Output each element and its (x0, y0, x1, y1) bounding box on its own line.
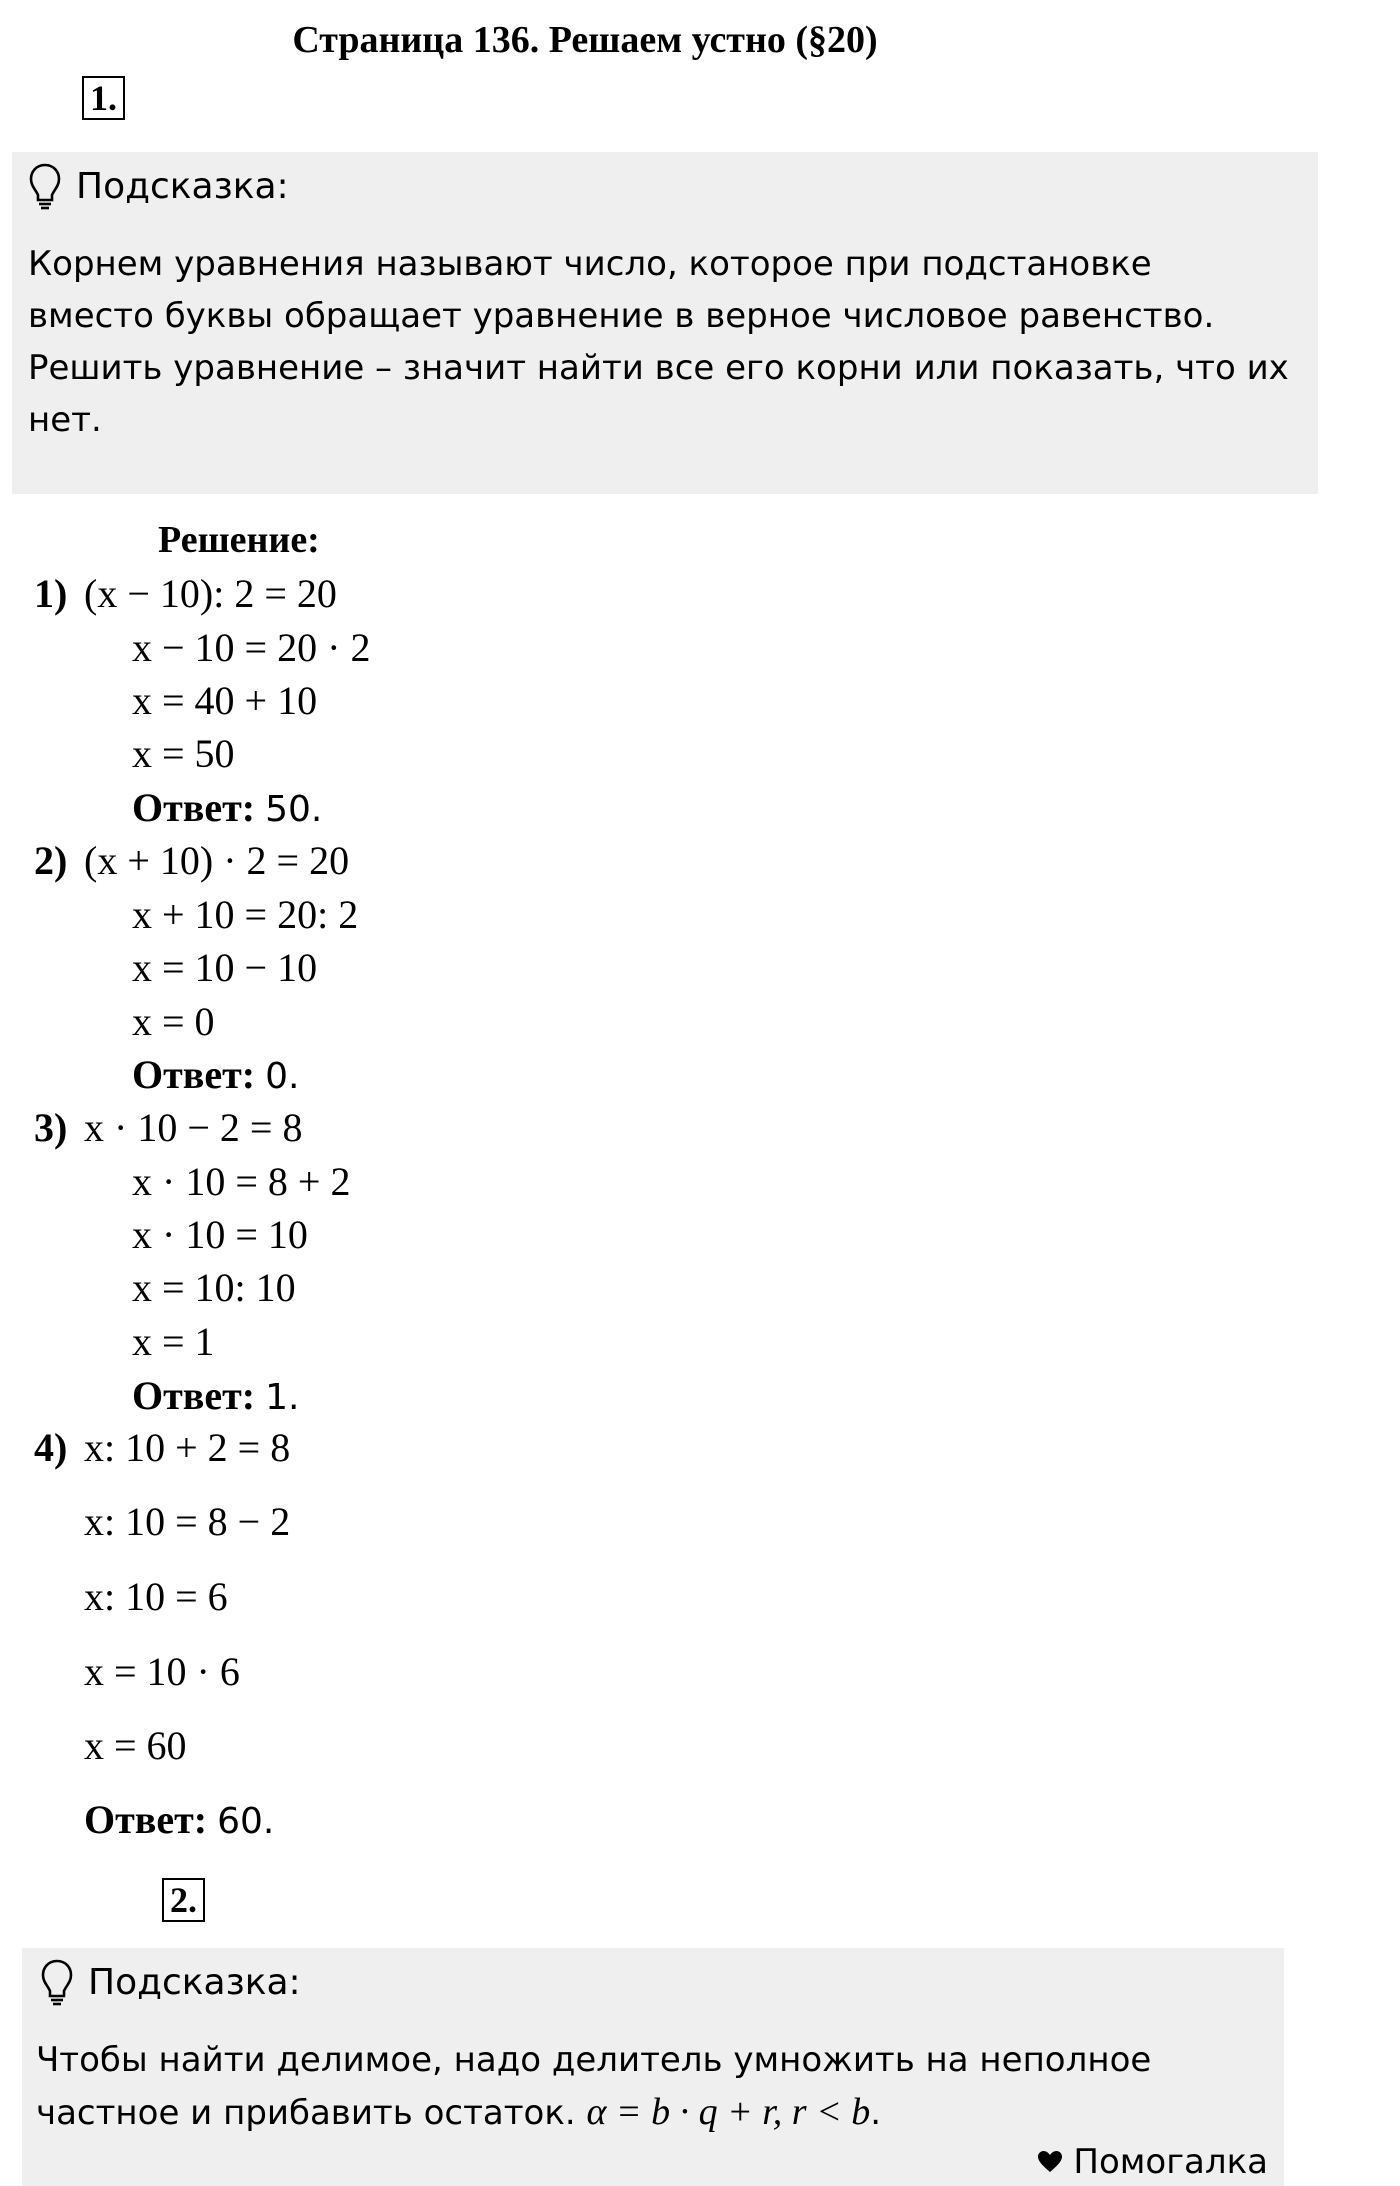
equation: (x + 10) · 2 = 20 (84, 838, 350, 883)
lightbulb-icon (28, 162, 62, 210)
step-line: x + 10 = 20: 2 (132, 892, 359, 937)
hint-box-1 (12, 152, 1318, 494)
hint-line: вместо буквы обращает уравнение в верное числовое равенство. (28, 296, 1215, 336)
step-line: x · 10 = 10 (132, 1212, 308, 1257)
equation: (x − 10): 2 = 20 (84, 571, 337, 616)
answer-line (84, 1796, 274, 1843)
step-line: x = 1 (132, 1319, 215, 1364)
hint-line (36, 2086, 1151, 2139)
heart-icon (1037, 2150, 1063, 2174)
watermark (1037, 2142, 1268, 2182)
hint-line: Решить уравнение – значит найти все его корни или показать, что их (28, 348, 1289, 388)
answer-label: Ответ: (84, 1797, 208, 1842)
answer-value: 50. (265, 789, 323, 830)
hint-text (28, 238, 1289, 446)
hint-box-2 (22, 1948, 1284, 2186)
answer-value: 60. (217, 1801, 275, 1842)
part-number: 2) (34, 838, 68, 883)
step-line: x = 10 − 10 (132, 945, 318, 990)
step-line: x − 10 = 20 · 2 (132, 625, 371, 670)
hint-title: Подсказка: (76, 165, 289, 207)
answer-value: 0. (265, 1056, 300, 1097)
step-line: x = 10 · 6 (84, 1649, 240, 1694)
formula: α = b · q + r, r < b (586, 2091, 871, 2133)
step-line: x · 10 = 8 + 2 (132, 1159, 351, 1204)
step-line: x = 60 (84, 1723, 187, 1768)
part-number: 4) (34, 1425, 68, 1470)
watermark-text: Помогалка (1073, 2142, 1268, 2182)
equation: x: 10 + 2 = 8 (84, 1425, 291, 1470)
task-number-1: 1. (82, 76, 125, 120)
answer-line (132, 1372, 299, 1419)
hint-line: Чтобы найти делимое, надо делитель умножить на неполное (36, 2040, 1152, 2080)
solution-title: Решение: (158, 519, 320, 561)
step-line: x = 10: 10 (132, 1265, 296, 1310)
step-line: x = 40 + 10 (132, 678, 318, 723)
hint-line: нет. (28, 400, 102, 440)
equation: x · 10 − 2 = 8 (84, 1105, 303, 1150)
answer-value: 1. (265, 1377, 300, 1418)
step-line: x: 10 = 6 (84, 1574, 228, 1619)
lightbulb-icon (40, 1958, 74, 2006)
answer-label: Ответ: (132, 785, 256, 830)
hint-line: Корнем уравнения называют число, которое при подстановке (28, 244, 1152, 284)
task-number-2: 2. (162, 1878, 205, 1922)
hint-text (36, 2034, 1151, 2139)
answer-label: Ответ: (132, 1052, 256, 1097)
answer-line (132, 1051, 299, 1098)
equation-line (34, 570, 337, 617)
step-line: x: 10 = 8 − 2 (84, 1499, 291, 1544)
part-number: 1) (34, 571, 68, 616)
hint-header (28, 162, 289, 210)
hint-title: Подсказка: (88, 1961, 301, 2003)
equation-line (34, 837, 349, 884)
hint-line-text: частное и прибавить остаток. (36, 2093, 587, 2133)
answer-label: Ответ: (132, 1373, 256, 1418)
page-title: Страница 136. Решаем устно (§20) (292, 19, 878, 61)
hint-header (40, 1958, 301, 2006)
step-line: x = 50 (132, 731, 235, 776)
part-number: 3) (34, 1105, 68, 1150)
formula-end: . (870, 2093, 882, 2133)
equation-line (34, 1104, 302, 1151)
equation-line (34, 1424, 290, 1471)
answer-line (132, 784, 322, 831)
step-line: x = 0 (132, 999, 215, 1044)
